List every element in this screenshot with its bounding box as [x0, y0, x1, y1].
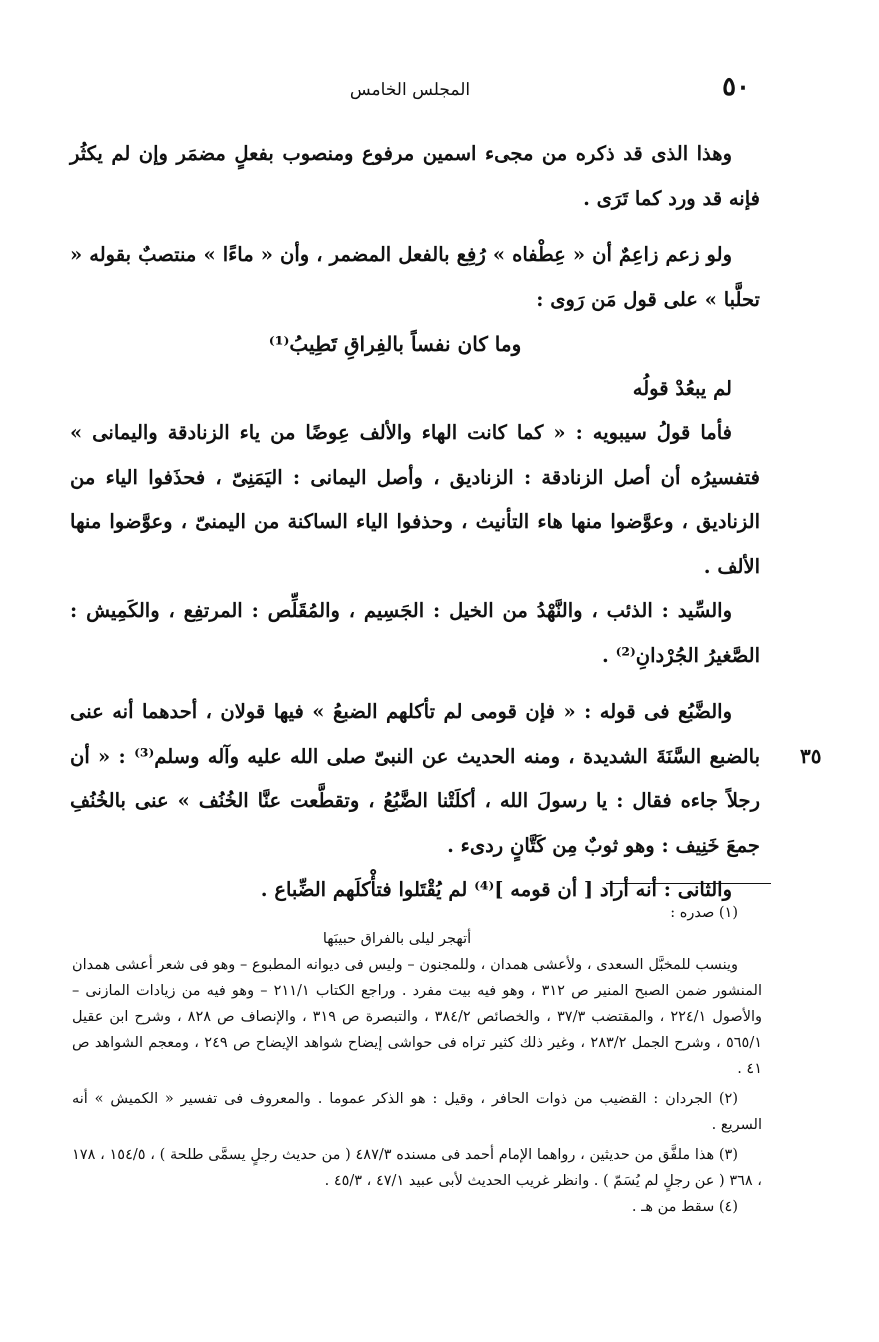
paragraph-5: والسِّيد : الذئب ، والنَّهْدُ من الخيل : الجَسِيم ، والمُقَلِّص : المرتفِع ، والكَمِيش : الصَّغيرُ الجُرْدانِ⁽²⁾ .: [70, 599, 760, 667]
footnote-1-verse: أتهجر ليلى بالفراق حبيبَها: [322, 931, 472, 947]
footnote-3: (٣) هذا ملفَّق من حديثين ، رواهما الإمام أحمد فى مسنده ٤٨٧/٣ ( من حديث رجلٍ يسمَّى طلحة ) ، ١٥٤/٥ ، ١٧٨ ، ٣٦٨ ( عن رجلٍ لم يُسَمّ ) . وانظر غريب الحديث لأبى عبيد ٤٧/١ ، ٤٥/٣ .: [72, 1147, 762, 1189]
paragraph-7: والثانى : أنه أراد [ أن قومه ]⁽⁴⁾ لم يُقْتَلوا فتأْكلَهم الضِّباع .: [260, 878, 732, 901]
paragraph-6: والضَّبُع فى قوله : « فإن قومى لم تأكلهم الضبعُ » فيها قولان ، أحدهما أنه عنى بالضبع السَّنَةَ الشديدة ، ومنه الحديث عن النبىّ صلى الله عليه وآله وسلم⁽³⁾ : « أن رجلاً جاءه فقال : يا رسولَ الله ، أكلَتْنا الضَّبُعُ ، وتقطَّعت عنَّا الخُنُف » عنى بالخُنُفِ جمعَ خَنِيف : وهو ثوبٌ مِن كَتَّانٍ ردىء .: [70, 700, 760, 857]
footnote-2: (٢) الجردان : القضيب من ذوات الحافر ، وقيل : هو الذكر عموما . والمعروف فى تفسير « الكميش » أنه السريع .: [72, 1091, 762, 1133]
footnote-1-text: وينسب للمخبَّل السعدى ، ولأعشى همدان ، وللمجنون – وليس فى ديوانه المطبوع – وهو فى شعر أعشى همدان المنشور ضمن الصبح المنير ص ٣١٢ ، وهو فيه بيت مفرد . وراجع الكتاب ٢١١/١ – وهو فيه من زيادات المازنى – والأصول ٢٢٤/١ ، والمقتضب ٣٧/٣ ، والخصائص ٣٨٤/٢ ، والتبصرة ص ٣١٩ ، والإنصاف ص ٨٢٨ ، وشرح ابن عقيل ٥٦٥/١ ، وشرح الجمل ٢٨٣/٢ ، وغير ذلك كثير تراه فى حواشى إيضاح شواهد الإيضاح ص ٢٤٩ ، ومعجم الشواهد ص ٤١ .: [72, 957, 763, 1077]
page-header: [70, 72, 750, 108]
footnote-4: (٤) سقط من هـ .: [631, 1199, 738, 1215]
main-text: [70, 132, 760, 913]
footnote-separator: [606, 883, 771, 884]
verse-line: وما كان نفساً بالفِراقِ تَطِيبُ⁽¹⁾: [268, 332, 522, 356]
running-head: المجلس الخامس: [349, 80, 471, 100]
paragraph-3: لم يبعُدْ قولُه: [632, 376, 732, 400]
paragraph-1: وهذا الذى قد ذكره من مجىء اسمين مرفوع ومنصوب بفعلٍ مضمَر وإن لم يكثُر فإنه قد ورد كما تَرَى .: [70, 142, 760, 210]
page-number: ٥٠: [722, 72, 750, 102]
paragraph-4: فأما قولُ سيبويه : « كما كانت الهاء والألف عِوضًا من ياء الزنادقة واليمانى » فتفسيرُه أن أصل الزنادقة : الزناديق ، وأصل اليمانى : اليَمَنِىّ ، فحذَفوا الياء من الزناديق ، وعوَّضوا منها هاء التأنيث ، وحذفوا الياء الساكنة من اليمنىّ ، وعوَّضوا منها الألف .: [70, 421, 760, 578]
footnote-1-label: (١) صدره :: [670, 905, 738, 921]
footnotes: [72, 900, 762, 1220]
margin-line-number: ٣٥: [800, 744, 822, 768]
paragraph-2: ولو زعم زاعِمٌ أن « عِطْفاه » رُفِع بالفعل المضمر ، وأن « ماءًا » منتصبٌ بقوله « تحلَّبا » على قول مَن رَوى :: [70, 243, 760, 311]
